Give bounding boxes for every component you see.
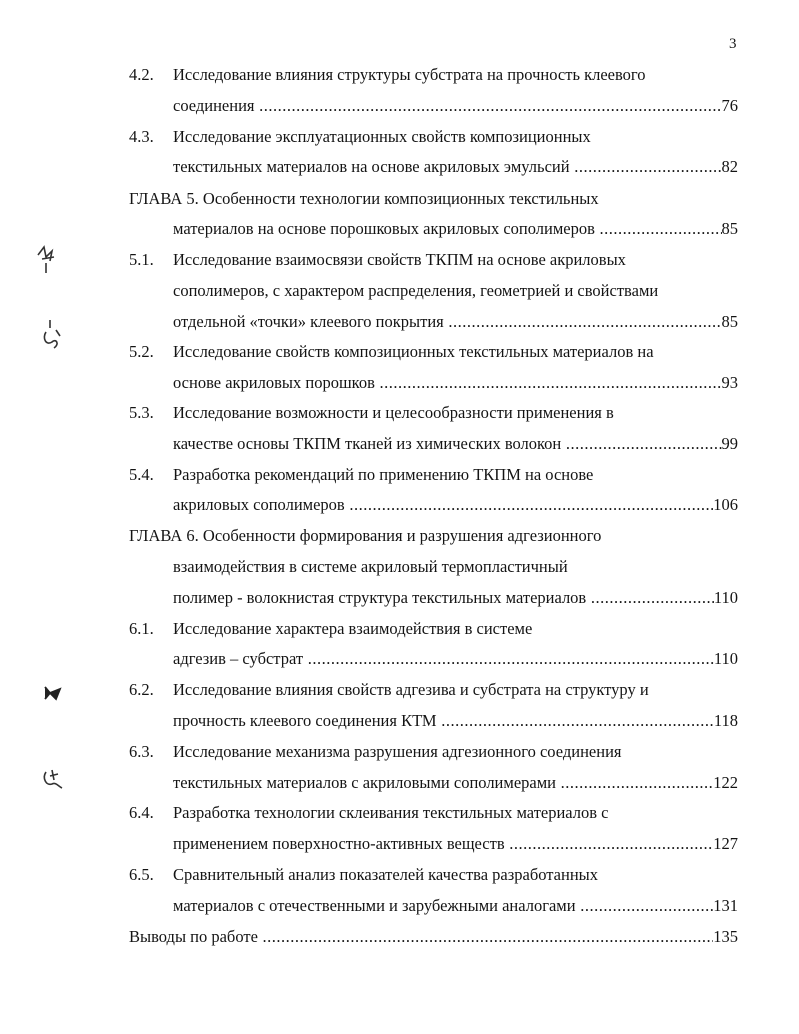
margin-mark-icon — [34, 243, 60, 277]
section-number: 4.3. — [129, 127, 154, 146]
toc-line — [173, 281, 738, 301]
chapter-title: ГЛАВА 5. Особенности технологии композиционных текстильных — [129, 189, 599, 208]
toc-line — [129, 127, 738, 147]
margin-mark-icon — [40, 318, 64, 354]
section-title: соединения ..... — [173, 96, 722, 116]
toc-page-number: 82 — [721, 157, 738, 176]
chapter-heading — [129, 189, 738, 209]
toc-line — [173, 773, 738, 793]
section-title: материалов с отечественными и зарубежными аналогами ..... — [173, 896, 713, 916]
toc-line — [129, 250, 738, 270]
toc-line — [173, 373, 738, 393]
margin-mark-icon — [40, 766, 66, 792]
section-title: Разработка рекомендаций по применению ТКПМ на основе — [173, 465, 594, 484]
toc-page-number: 110 — [713, 649, 738, 668]
page-number: 3 — [729, 36, 737, 52]
section-number: 5.2. — [129, 342, 154, 361]
chapter-title: полимер - волокнистая структура текстильных материалов ..... — [173, 588, 714, 608]
section-number: 6.2. — [129, 680, 154, 699]
toc-line — [129, 403, 738, 423]
section-number: 4.2. — [129, 65, 154, 84]
section-title: Исследование свойств композиционных текстильных материалов на — [173, 342, 654, 361]
toc-line — [173, 219, 738, 239]
toc-line — [173, 711, 738, 731]
toc-page-number: 131 — [713, 896, 738, 915]
section-title: Исследование влияния структуры субстрата на прочность клеевого — [173, 65, 646, 84]
section-title: Исследование характера взаимодействия в системе — [173, 619, 533, 638]
section-title: текстильных материалов с акриловыми сополимерами ..... — [173, 773, 713, 793]
chapter-title: ГЛАВА 6. Особенности формирования и разрушения адгезионного — [129, 526, 602, 545]
toc-line — [129, 742, 738, 762]
section-title: акриловых сополимеров ..... — [173, 495, 713, 515]
chapter-title: взаимодействия в системе акриловый термопластичный — [173, 557, 568, 576]
section-number: 6.5. — [129, 865, 154, 884]
section-title: Разработка технологии склеивания текстильных материалов с — [173, 803, 609, 822]
toc-page-number: 135 — [713, 927, 738, 946]
section-title: Исследование эксплуатационных свойств композиционных — [173, 127, 591, 146]
section-title: Исследование механизма разрушения адгезионного соединения — [173, 742, 622, 761]
section-title: Исследование влияния свойств адгезива и субстрата на структуру и — [173, 680, 649, 699]
chapter-heading — [129, 526, 738, 546]
section-title: качестве основы ТКПМ тканей из химических волокон ..... — [173, 434, 722, 454]
toc-line — [129, 465, 738, 485]
margin-mark-icon — [42, 683, 64, 703]
section-title: сополимеров, с характером распределения, геометрией и свойствами — [173, 281, 659, 300]
toc-line — [129, 342, 738, 362]
toc-line — [173, 834, 738, 854]
section-title: отдельной «точки» клеевого покрытия ..... — [173, 312, 722, 332]
section-title: применением поверхностно-активных веществ ..... — [173, 834, 713, 854]
toc-page-number: 106 — [713, 495, 738, 514]
section-title: адгезив – субстрат ..... — [173, 649, 714, 669]
toc-line — [129, 619, 738, 639]
toc-page-number: 127 — [713, 834, 738, 853]
toc-line — [173, 649, 738, 669]
section-title: прочность клеевого соединения КТМ ..... — [173, 711, 714, 731]
section-title: основе акриловых порошков ..... — [173, 373, 722, 393]
toc-line — [129, 865, 738, 885]
section-number: 5.3. — [129, 403, 154, 422]
toc-line — [129, 65, 738, 85]
toc-line — [173, 312, 738, 332]
toc-line — [129, 803, 738, 823]
toc-line — [173, 157, 738, 177]
section-number: 6.4. — [129, 803, 154, 822]
chapter-title: материалов на основе порошковых акриловых сополимеров ..... — [173, 219, 722, 239]
toc-page-number: 110 — [713, 588, 738, 607]
section-number: 6.3. — [129, 742, 154, 761]
toc-line — [173, 557, 738, 577]
toc-page-number: 122 — [713, 773, 738, 792]
section-title: текстильных материалов на основе акриловых эмульсий ..... — [173, 157, 722, 177]
toc-line — [173, 495, 738, 515]
section-number: 5.1. — [129, 250, 154, 269]
toc-line — [129, 927, 738, 947]
toc-page-number: 118 — [713, 711, 738, 730]
section-title: Исследование возможности и целесообразности применения в — [173, 403, 614, 422]
toc-line — [129, 680, 738, 700]
toc-page-number: 76 — [721, 96, 738, 115]
toc-line — [173, 434, 738, 454]
section-title: Исследование взаимосвязи свойств ТКПМ на основе акриловых — [173, 250, 626, 269]
toc-line — [173, 588, 738, 608]
toc-page-number: 85 — [721, 312, 738, 331]
toc-line — [173, 96, 738, 116]
toc-page-number: 93 — [721, 373, 738, 392]
section-title: Сравнительный анализ показателей качества разработанных — [173, 865, 598, 884]
toc-page-number: 85 — [721, 219, 738, 238]
section-number: 5.4. — [129, 465, 154, 484]
toc-line — [173, 896, 738, 916]
section-title: Выводы по работе ..... — [129, 927, 713, 947]
toc-page-number: 99 — [721, 434, 738, 453]
section-number: 6.1. — [129, 619, 154, 638]
